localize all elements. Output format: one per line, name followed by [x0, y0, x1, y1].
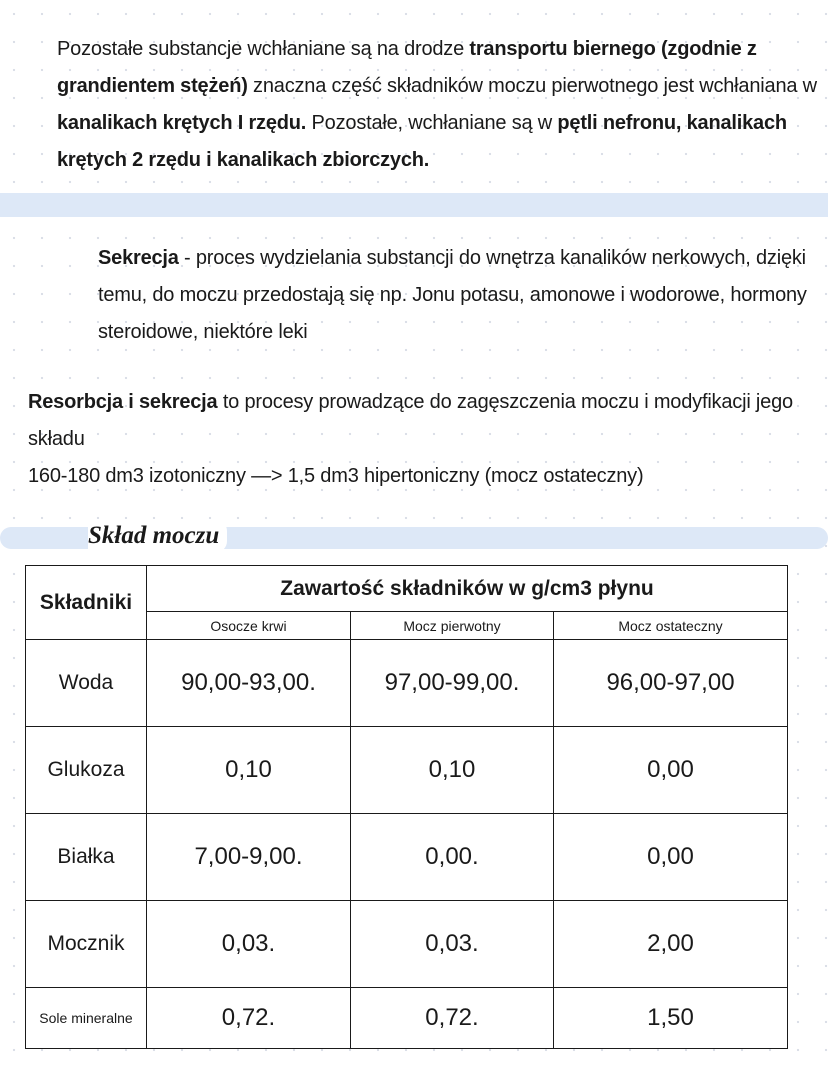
subheader-final-urine: Mocz ostateczny [554, 612, 788, 640]
section-heading: Skład moczu [88, 519, 227, 553]
bold-text: transportu biernego (zgodnie z grandientem stężeń) [57, 38, 757, 97]
table-row [26, 727, 788, 814]
table-row [26, 988, 788, 1049]
group-header: Zawartość składników w g/cm3 płynu [147, 566, 788, 612]
highlight-band [0, 193, 828, 217]
urine-composition-table [25, 565, 788, 1049]
bold-text: Sekrecja [98, 247, 179, 269]
text: znaczna część składników moczu pierwotnego jest wchłaniana w [247, 75, 817, 97]
cell-value: 97,00-99,00. [351, 640, 554, 727]
row-name: Białka [26, 814, 147, 901]
cell-value: 0,03. [147, 901, 351, 988]
cell-value: 0,00 [554, 814, 788, 901]
table-row [26, 640, 788, 727]
cell-value: 0,10 [351, 727, 554, 814]
cell-value: 0,00 [554, 727, 788, 814]
cell-value: 96,00-97,00 [554, 640, 788, 727]
bold-text: Resorbcja i sekrecja [28, 391, 218, 413]
table-row [26, 814, 788, 901]
volume-line: 160-180 dm3 izotoniczny —> 1,5 dm3 hipertoniczny (mocz ostateczny) [28, 465, 644, 487]
row-name: Glukoza [26, 727, 147, 814]
cell-value: 90,00-93,00. [147, 640, 351, 727]
text: Pozostałe, wchłaniane są w [306, 112, 558, 134]
paragraph-resorption [28, 384, 818, 495]
cell-value: 0,72. [147, 988, 351, 1049]
row-name: Mocznik [26, 901, 147, 988]
cell-value: 2,00 [554, 901, 788, 988]
cell-value: 0,72. [351, 988, 554, 1049]
cell-value: 0,10 [147, 727, 351, 814]
cell-value: 0,03. [351, 901, 554, 988]
cell-value: 1,50 [554, 988, 788, 1049]
cell-value: 0,00. [351, 814, 554, 901]
text: - proces wydzielania substancji do wnętrza kanalików nerkowych, dzięki temu, do moczu przedostają się np. Jonu potasu, amonowe i wodorowe, hormony steroidowe, niektóre leki [98, 247, 807, 343]
text: Pozostałe substancje wchłaniane są na drodze [57, 38, 470, 60]
row-name: Sole mineralne [26, 988, 147, 1049]
paragraph-passive-transport [57, 31, 817, 179]
row-name: Woda [26, 640, 147, 727]
header-row [26, 566, 788, 612]
bold-text: kanalikach krętych I rzędu. [57, 112, 307, 134]
bold-text: pętli nefronu, kanalikach krętych 2 rzędu i kanalikach zbiorczych. [57, 112, 787, 171]
subheader-plasma: Osocze krwi [147, 612, 351, 640]
cell-value: 7,00-9,00. [147, 814, 351, 901]
text: to procesy prowadzące do zagęszczenia moczu i modyfikacji jego składu [28, 391, 793, 450]
paragraph-secretion [98, 240, 813, 351]
subheader-primary-urine: Mocz pierwotny [351, 612, 554, 640]
corner-header: Składniki [26, 566, 147, 640]
table-row [26, 901, 788, 988]
